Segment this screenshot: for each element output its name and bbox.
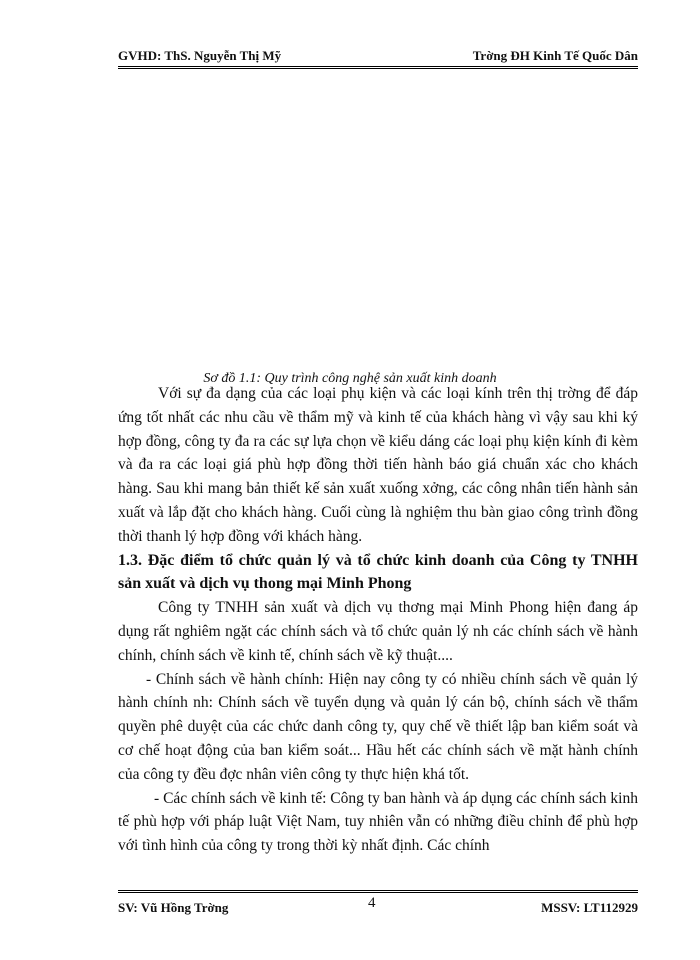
page-header	[118, 46, 638, 69]
paragraph-3: - Chính sách về hành chính: Hiện nay công ty có nhiều chính sách về quản lý hành chính nh: Chính sách về tuyển dụng và quản lý cán bộ, chính sách về thẩm quyền phê duyệt của các chức danh công ty, quy chế về thiết lập ban kiểm soát và cơ chế hoạt động của ban kiểm soát... Hầu hết các chính sách về mặt hành chính của công ty đều đợc nhân viên công ty thực hiện khá tốt.	[118, 670, 638, 783]
document-body	[118, 382, 638, 858]
header-advisor: GVHD: ThS. Nguyễn Thị Mỹ	[118, 48, 282, 63]
section-heading: 1.3. Đặc điểm tổ chức quản lý và tổ chức kinh doanh của Công ty TNHH sản xuất và dịch vụ thong mại Minh Phong	[118, 551, 638, 593]
figure-caption: Sơ đồ 1.1: Quy trình công nghệ sản xuất kinh doanh	[203, 371, 497, 386]
paragraph-2: Công ty TNHH sản xuất và dịch vụ thơng mại Minh Phong hiện đang áp dụng rất nghiêm ngặt các chính sách và tổ chức quản lý nh các chính sách về hành chính, chính sách về kinh tế, chính sách về kỹ thuật....	[118, 599, 638, 664]
page-footer	[118, 890, 638, 915]
paragraph-1: Với sự đa dạng của các loại phụ kiện và các loại kính trên thị trờng để đáp ứng tốt nhất các nhu cầu về thẩm mỹ và kinh tế của khách hàng vì vậy sau khi ký hợp đồng, công ty đa ra các sự lựa chọn về kiểu dáng các loại phụ kiện kính đi kèm và đa ra các loại giá phù hợp đồng thời tiến hành báo giá chuẩn xác cho khách hàng. Sau khi mang bản thiết kế sản xuất xuống xởng, các công nhân tiến hành sản xuất và lắp đặt cho khách hàng. Cuối cùng là nghiệm thu bàn giao công trình đồng thời thanh lý hợp đồng với khách hàng.	[118, 385, 638, 545]
header-university: Trờng ĐH Kinh Tế Quốc Dân	[472, 48, 638, 63]
footer-student: SV: Vũ Hồng Trờng	[118, 900, 229, 915]
page-number: 4	[368, 895, 376, 911]
footer-student-id: MSSV: LT112929	[541, 900, 638, 915]
paragraph-4: - Các chính sách về kinh tế: Công ty ban hành và áp dụng các chính sách kinh tế phù hợp với pháp luật Việt Nam, tuy nhiên vẫn có những điều chỉnh để phù hợp với tình hình của công ty trong thời kỳ nhất định. Các chính	[118, 789, 638, 855]
